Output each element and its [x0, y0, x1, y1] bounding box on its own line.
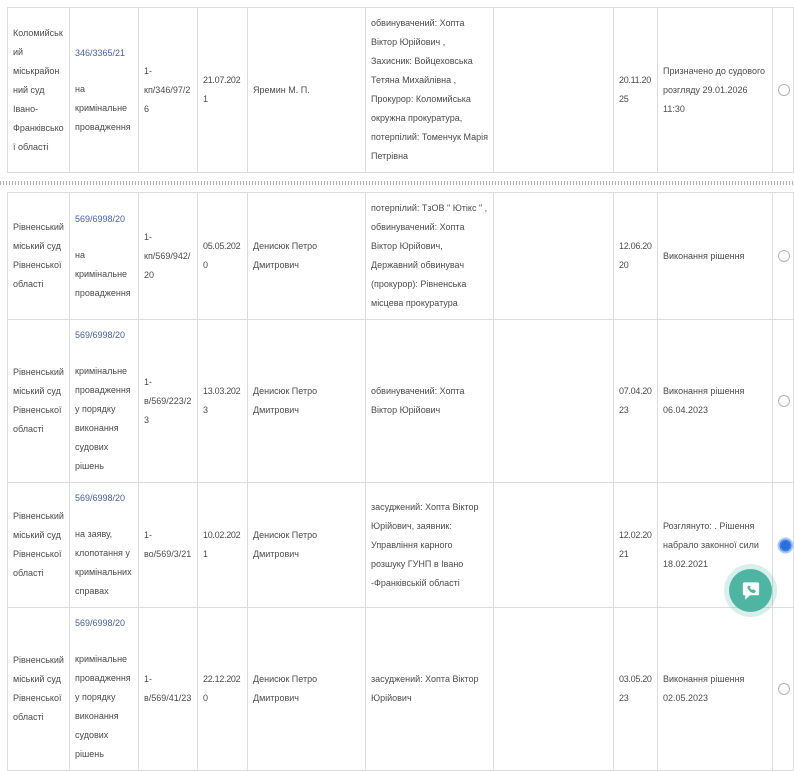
select-case-radio[interactable]	[778, 683, 790, 695]
case-row	[8, 8, 794, 173]
results-table-segment-1	[7, 7, 794, 173]
case-number-link[interactable]: 569/6998/20	[75, 618, 126, 628]
empty-cell	[494, 320, 614, 483]
case-type-label: на заяву, клопотання у кримінальних справах	[75, 529, 132, 596]
registration-date: 05.05.2020	[203, 241, 241, 270]
proceeding-number: 1-в/569/223/23	[144, 376, 192, 425]
judge-name: Денисюк Петро Дмитрович	[253, 241, 318, 270]
phone-chat-icon	[739, 579, 762, 602]
case-number-link[interactable]: 569/6998/20	[75, 213, 126, 224]
proceeding-number: 1-в/569/41/23	[144, 674, 192, 703]
page-separator	[0, 181, 793, 185]
case-row	[8, 608, 794, 771]
empty-cell	[494, 483, 614, 608]
case-type-label: кримінальне провадження у порядку виконання судових рішень	[75, 366, 131, 471]
case-row	[8, 483, 794, 608]
case-row	[8, 320, 794, 483]
status-text: Призначено до судового розгляду 29.01.2026 11:30	[663, 65, 766, 114]
judge-name: Денисюк Петро Дмитрович	[253, 386, 318, 415]
proceeding-number: 1-во/569/3/21	[144, 530, 192, 559]
registration-date: 13.03.2023	[203, 386, 241, 415]
select-case-radio[interactable]	[778, 395, 790, 407]
select-case-radio[interactable]	[778, 84, 790, 96]
registration-date: 10.02.2021	[203, 530, 241, 559]
case-number-link[interactable]: 569/6998/20	[75, 493, 126, 503]
empty-cell	[494, 608, 614, 771]
parties-text: засуджений: Хопта Віктор Юрійович	[371, 674, 479, 703]
results-table-segment-2	[7, 192, 794, 771]
proceeding-number: 1-кп/346/97/26	[144, 65, 191, 114]
case-number-link[interactable]: 569/6998/20	[75, 330, 126, 340]
case-number-link[interactable]: 346/3365/21	[75, 47, 126, 58]
decision-date: 12.02.2021	[619, 530, 652, 559]
status-text: Виконання рішення 02.05.2023	[663, 674, 745, 703]
decision-date: 07.04.2023	[619, 386, 652, 415]
parties-text: обвинувачений: Хопта Віктор Юрійович , Захисник: Войцеховська Тетяна Михайлівна , Прокурор: Коломийська окружна прокуратура, потерпілий: Томенчук Марія Петрівна	[371, 18, 488, 161]
court-name: Коломийський міськрайонний суд Івано-Франківської області	[13, 27, 64, 152]
case-type-label: на кримінальне провадження	[75, 249, 131, 298]
court-name: Рівненський міський суд Рівненської області	[13, 222, 64, 289]
registration-date: 21.07.2021	[203, 75, 241, 104]
court-name: Рівненський міський суд Рівненської області	[13, 367, 64, 434]
court-name: Рівненський міський суд Рівненської області	[13, 655, 64, 722]
case-type-label: на кримінальне провадження	[75, 83, 131, 132]
case-row	[8, 193, 794, 320]
empty-cell	[494, 8, 614, 173]
chat-widget-button[interactable]	[729, 569, 772, 612]
parties-text: обвинувачений: Хопта Віктор Юрійович	[371, 386, 465, 415]
status-text: Розглянуто: . Рішення набрало законної сили 18.02.2021	[663, 520, 759, 569]
parties-text: потерпілий: ТзОВ " Ютікс " , обвинувачений: Хопта Віктор Юрійович, Державний обвинувач (прокурор): Рівненська місцева прокуратура	[371, 203, 488, 308]
registration-date: 22.12.2020	[203, 674, 241, 703]
status-text: Виконання рішення 06.04.2023	[663, 386, 745, 415]
select-case-radio[interactable]	[781, 541, 790, 550]
select-case-radio[interactable]	[778, 250, 790, 262]
decision-date: 20.11.2025	[619, 75, 651, 104]
case-type-label: кримінальне провадження у порядку виконання судових рішень	[75, 654, 131, 759]
parties-text: засуджений: Хопта Віктор Юрійович, заявник: Управління карного розшуку ГУНП в Івано -Франківській області	[371, 501, 479, 588]
empty-cell	[494, 193, 614, 320]
judge-name: Денисюк Петро Дмитрович	[253, 674, 318, 703]
proceeding-number: 1-кп/569/942/20	[144, 231, 191, 280]
court-name: Рівненський міський суд Рівненської області	[13, 511, 64, 578]
judge-name: Денисюк Петро Дмитрович	[253, 530, 318, 559]
status-text: Виконання рішення	[663, 250, 745, 261]
judge-name: Яремин М. П.	[253, 84, 310, 95]
decision-date: 03.05.2023	[619, 674, 652, 703]
decision-date: 12.06.2020	[619, 241, 652, 270]
